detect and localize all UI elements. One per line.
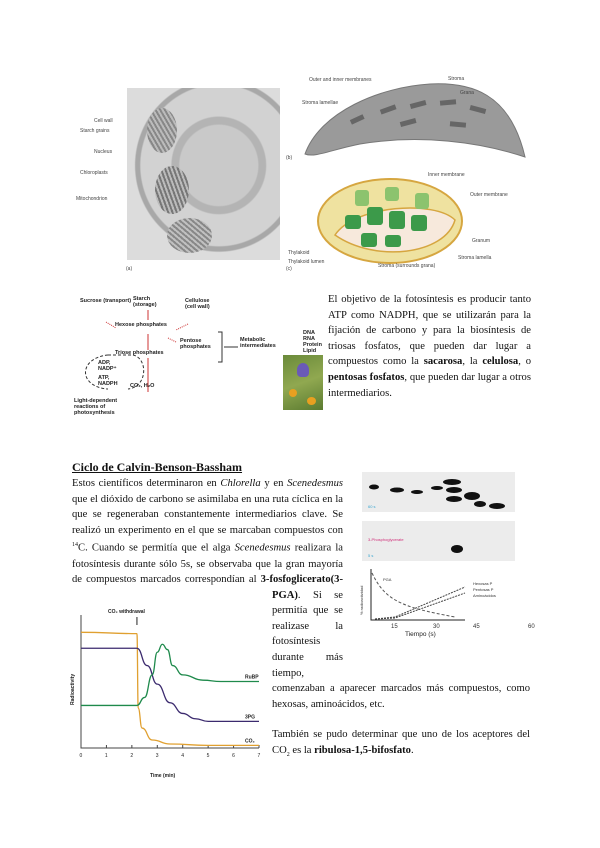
flow-co2: CO₂, H₂O (130, 383, 155, 389)
series-label: 3PG (245, 714, 256, 721)
flow-pentose: Pentose phosphates (180, 338, 211, 350)
flow-cellulose: Cellulose (cell wall) (185, 298, 210, 310)
x-tick-label: 3 (155, 753, 159, 759)
flow-adp: ADP, NADP⁺ (98, 360, 117, 372)
flow-starch: Starch (storage) (133, 296, 157, 308)
legend-item: Aminoácidos (473, 593, 496, 598)
flow-sucrose: Sucrose (transport) (80, 298, 132, 304)
tick-label: 15 (391, 624, 398, 630)
body-text: realizara la fotosíntesis durante sólo 5s, se observaba que la gran mayoría de compuestos marcados correspondían al (72, 542, 343, 586)
flow-atp: ATP, NADPH (98, 375, 118, 387)
panel-c-label: (c) (286, 266, 292, 272)
small-graph-ylabel: % radioactividad (359, 585, 364, 615)
chloroplast-tem-image (300, 72, 530, 162)
chromatogram-label-top: 60 s (368, 504, 376, 509)
flow-light-reactions: Light-dependent reactions of photosynthesis (74, 398, 118, 416)
body-text: que el dióxido de carbono se asimilaba en una ruta cíclica en la que se regeneraban constantemente intermediarios clave. Se realizó un experimento en el que se marcaban compuestos con (72, 493, 343, 536)
small-graph-xlabel: Tiempo (s) (405, 631, 436, 638)
flow-protein: Protein (303, 342, 322, 348)
species-name: Scenedesmus (287, 478, 343, 489)
series-rubp-line (81, 644, 259, 705)
x-tick-label: 1 (104, 753, 108, 759)
label-starch-grains: Starch grains (80, 128, 110, 134)
label-stroma-c: Stroma (surrounds grana) (378, 263, 436, 269)
series-co-line (81, 632, 259, 745)
series-label: CO₂ (245, 738, 255, 745)
x-tick-label: 2 (130, 753, 134, 759)
iris-photo (283, 355, 323, 410)
term-rubp: ribulosa-1,5-bifosfato (314, 745, 411, 757)
term-pentosas: pentosas fosfatos (328, 371, 405, 383)
intro-text: El objetivo de la fotosíntesis es producir tanto ATP como NADPH, que se utilizarán para la fijación de carbono y para la biosíntesis de triosas fosfatos, que pueden dar lugar a compuestos como la (328, 294, 531, 368)
spot-label: 3-Phosphoglycerate (368, 537, 404, 542)
x-tick-label: 0 (79, 753, 83, 759)
intro-text: , la (462, 356, 483, 368)
label-granum: Granum (472, 238, 491, 244)
body-text: es la (289, 745, 315, 757)
label-grana: Grana (460, 90, 474, 96)
x-tick-label: 5 (206, 753, 210, 759)
label-thylakoid-lumen: Thylakoid lumen (288, 259, 325, 265)
body-text: C. Cuando se permitía que el alga (78, 542, 235, 554)
tick-label: 30 (433, 624, 440, 630)
radioactivity-chart (60, 605, 270, 785)
label-cell-wall: Cell wall (94, 118, 113, 124)
flow-triose: Triose phosphates (115, 350, 164, 356)
aminoacid-curve (375, 593, 465, 619)
x-tick-label: 7 (257, 753, 261, 759)
section-heading: Ciclo de Calvin-Benson-Bassham (72, 460, 243, 474)
chromatogram-60s (362, 472, 515, 512)
label-nucleus: Nucleus (94, 149, 113, 155)
x-tick-label: 4 (181, 753, 184, 759)
label-inner-membrane: Inner membrane (428, 172, 465, 178)
term-sacarosa: sacarosa (423, 356, 463, 368)
label-chloroplasts: Chloroplasts (80, 170, 108, 176)
body-text: . Si se permitía que se realizase la fotosíntesis durante más tiempo, comenzaban a aparecer marcados más compuestos, como hexosas, aminoácidos, etc. (272, 589, 530, 710)
labeling-time-graph (355, 565, 555, 641)
intro-text: , que pueden dar lugar a otros intermediarios. (328, 371, 531, 399)
chromatogram-label-bottom: 5 s (368, 553, 374, 558)
panel-a-label: (a) (126, 266, 133, 272)
intro-paragraph (328, 292, 531, 401)
chart-xlabel: Time (min) (150, 773, 176, 779)
label-thylakoid: Thylakoid (288, 250, 310, 256)
tick-label: 60 (528, 624, 535, 630)
x-tick-label: 6 (232, 753, 235, 759)
flow-dna: DNA (303, 330, 315, 336)
label-membranes: Outer and inner membranes (309, 77, 372, 83)
legend-item: Hexosas P (473, 581, 493, 586)
chart-title: CO₂ withdrawal (108, 609, 145, 615)
term-celulosa: celulosa (482, 356, 519, 368)
species-name: Scenedesmus (234, 542, 291, 554)
body-text: También se pudo determinar que uno de los aceptores del CO (272, 729, 530, 757)
pga-label: PGA (383, 577, 392, 582)
label-stroma: Stroma (448, 76, 465, 82)
body-text: Estos científicos determinaron en (72, 478, 221, 489)
flow-metabolic: Metabolic intermediates (240, 337, 276, 349)
chloroplast-micrograph (127, 88, 280, 260)
label-mitochondrion: Mitochondrion (76, 196, 108, 202)
series-label: RuBP (245, 674, 259, 681)
subscript: 2 (286, 752, 290, 759)
flow-lipid: Lipid (303, 348, 317, 354)
term-3pga: 3-fosfoglicerato(3-PGA) (260, 574, 343, 601)
chloroplast-diagram (315, 175, 465, 267)
body-text: . (410, 745, 414, 757)
flow-hexose: Hexose phosphates (115, 322, 167, 328)
legend-item: Pentosas P (473, 587, 494, 592)
tick-label: 45 (473, 624, 480, 630)
species-name: Chlorella (220, 478, 261, 489)
isotope-superscript: 14 (72, 542, 78, 549)
hexose-curve (375, 587, 465, 619)
chart-ylabel: Radioactivity (70, 673, 76, 705)
label-outer-membrane: Outer membrane (470, 192, 508, 198)
label-stroma-lamella: Stroma lamella (458, 255, 492, 261)
intro-text: , o (518, 356, 532, 368)
flow-rna: RNA (303, 336, 315, 342)
label-stroma-lamellae: Stroma lamellae (302, 100, 339, 106)
body-text: y en (260, 478, 288, 489)
chromatogram-5s (362, 521, 515, 561)
panel-b-label: (b) (286, 155, 293, 161)
